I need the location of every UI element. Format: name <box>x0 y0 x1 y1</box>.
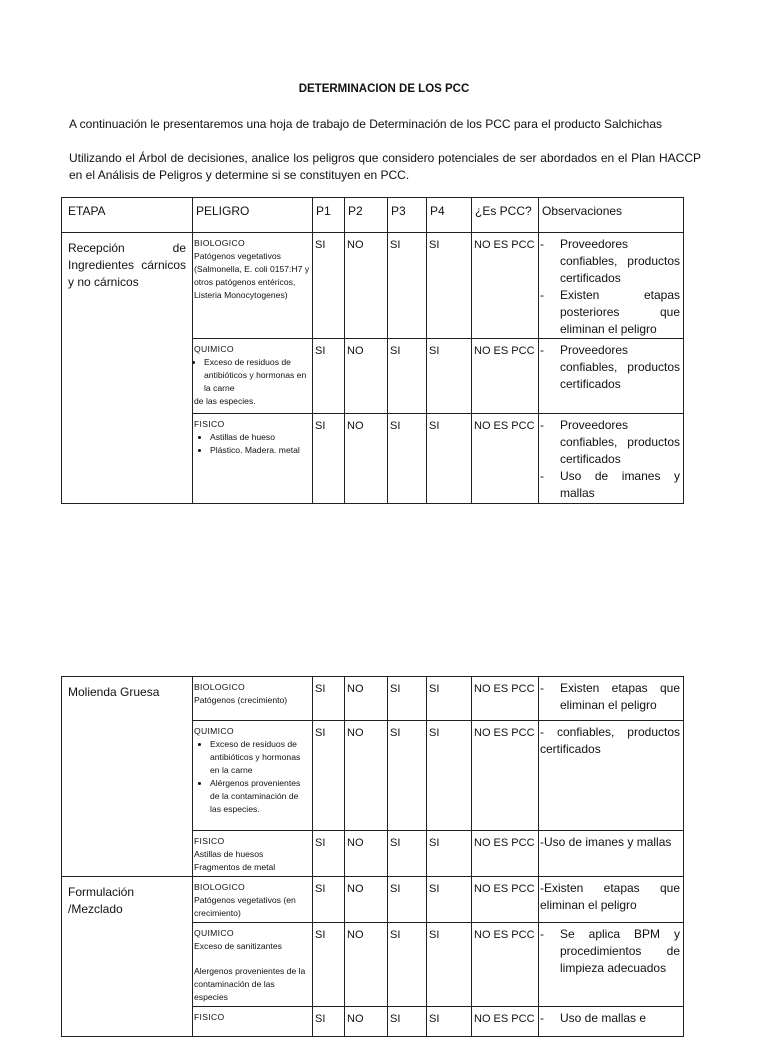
observation-item: Existen etapas posteriores que eliminan el peligro <box>560 288 680 336</box>
observaciones-cell: - confiables, productos certificados <box>539 721 684 831</box>
hazard-type-label: BIOLOGICO <box>194 682 245 692</box>
observation-item: Proveedores confiables, productos certificados <box>560 237 680 285</box>
hazard-type-label: QUIMICO <box>194 344 234 354</box>
p2-cell: NO <box>345 233 388 339</box>
p3-cell: SI <box>388 414 427 504</box>
p4-cell: SI <box>427 923 472 1007</box>
peligro-cell <box>193 1007 313 1037</box>
es-pcc-cell: NO ES PCC <box>472 339 539 414</box>
etapa-cell: Formulación /Mezclado <box>62 877 193 1037</box>
p3-cell: SI <box>388 1007 427 1037</box>
p1-cell: SI <box>313 721 345 831</box>
hazard-description: Patógenos vegetativos (Salmonella, E. coli 0157:H7 y otros patógenos entéricos, Listeria Monocytogenes) <box>194 251 310 300</box>
p4-cell: SI <box>427 414 472 504</box>
header-p2: P2 <box>345 198 388 233</box>
header-p1: P1 <box>313 198 345 233</box>
p3-cell: SI <box>388 877 427 923</box>
p2-cell: NO <box>345 721 388 831</box>
header-p4: P4 <box>427 198 472 233</box>
p3-cell: SI <box>388 339 427 414</box>
p4-cell: SI <box>427 677 472 721</box>
hazard-type-label: FISICO <box>194 836 225 846</box>
p3-cell: SI <box>388 677 427 721</box>
hazard-bullet: • Astillas de hueso <box>210 431 311 444</box>
p1-cell: SI <box>313 339 345 414</box>
peligro-cell <box>193 923 313 1007</box>
p2-cell: NO <box>345 414 388 504</box>
observation-item: Se aplica BPM y procedimientos de limpieza adecuados <box>560 927 680 975</box>
observation-item: Proveedores confiables, productos certificados <box>560 418 680 466</box>
intro-paragraph: A continuación le presentaremos una hoja de trabajo de Determinación de los PCC para el producto Salchichas <box>69 117 663 131</box>
hazard-type-label: BIOLOGICO <box>194 882 245 892</box>
hazard-type-label: BIOLOGICO <box>194 238 245 248</box>
p4-cell: SI <box>427 233 472 339</box>
hazard-description: Patógenos vegetativos (en crecimiento) <box>194 895 296 918</box>
header-p3: P3 <box>388 198 427 233</box>
hazard-description: de las especies. <box>194 396 256 406</box>
hazard-description: Fragmentos de metal <box>194 862 276 872</box>
es-pcc-cell: NO ES PCC <box>472 831 539 877</box>
hazard-type-label: QUIMICO <box>194 928 234 938</box>
p2-cell: NO <box>345 831 388 877</box>
table-row <box>62 877 684 923</box>
p2-cell: NO <box>345 923 388 1007</box>
peligro-cell <box>193 877 313 923</box>
instructions-paragraph: Utilizando el Árbol de decisiones, analice los peligros que considero potenciales de ser abordados en el Plan HACCP en el Análisis de Peligros y determine si se constituyen en PCC. <box>69 151 701 182</box>
p3-cell: SI <box>388 923 427 1007</box>
hazard-bullet: • Exceso de residuos de antibióticos y hormonas en la carne <box>204 356 311 395</box>
p2-cell: NO <box>345 1007 388 1037</box>
observaciones-cell: - Se aplica BPM y procedimientos de limpieza adecuados <box>539 923 684 1007</box>
es-pcc-cell: NO ES PCC <box>472 721 539 831</box>
peligro-cell <box>193 414 313 504</box>
p4-cell: SI <box>427 831 472 877</box>
p1-cell: SI <box>313 1007 345 1037</box>
observaciones-cell: -Existen etapas que eliminan el peligro <box>539 877 684 923</box>
pcc-table-2 <box>61 676 684 1037</box>
etapa-cell: Recepción de Ingredientes cárnicos y no cárnicos <box>62 233 193 504</box>
hazard-bullet: • Plástico. Madera. metal <box>210 444 311 457</box>
observaciones-cell: - Proveedores confiables, productos certificados - Existen etapas posteriores que eliminan el peligro <box>539 233 684 339</box>
es-pcc-cell: NO ES PCC <box>472 923 539 1007</box>
table-row <box>62 677 684 721</box>
p1-cell: SI <box>313 877 345 923</box>
p2-cell: NO <box>345 677 388 721</box>
observaciones-cell: -Uso de imanes y mallas <box>539 831 684 877</box>
es-pcc-cell: NO ES PCC <box>472 877 539 923</box>
es-pcc-cell: NO ES PCC <box>472 233 539 339</box>
observation-item: Existen etapas que eliminan el peligro <box>560 681 680 712</box>
peligro-cell <box>193 339 313 414</box>
es-pcc-cell: NO ES PCC <box>472 414 539 504</box>
p4-cell: SI <box>427 877 472 923</box>
p1-cell: SI <box>313 677 345 721</box>
p1-cell: SI <box>313 414 345 504</box>
table-header-row <box>62 198 684 233</box>
p1-cell: SI <box>313 831 345 877</box>
hazard-description: Astillas de huesos <box>194 849 264 859</box>
table-row <box>62 233 684 339</box>
p3-cell: SI <box>388 831 427 877</box>
p1-cell: SI <box>313 923 345 1007</box>
observation-item: Uso de imanes y mallas <box>560 469 680 500</box>
p4-cell: SI <box>427 721 472 831</box>
hazard-bullet: • Alérgenos provenientes de la contaminación de las especies. <box>210 777 311 816</box>
peligro-cell <box>193 233 313 339</box>
hazard-description: Alergenos provenientes de la contaminación de las especies <box>194 966 306 1002</box>
es-pcc-cell: NO ES PCC <box>472 677 539 721</box>
es-pcc-cell: NO ES PCC <box>472 1007 539 1037</box>
hazard-type-label: QUIMICO <box>194 726 234 736</box>
p4-cell: SI <box>427 339 472 414</box>
hazard-type-label: FISICO <box>194 1012 225 1022</box>
hazard-bullet: • Exceso de residuos de antibióticos y hormonas en la carne <box>210 738 311 777</box>
p1-cell: SI <box>313 233 345 339</box>
pcc-table-1 <box>61 197 684 504</box>
peligro-cell <box>193 677 313 721</box>
peligro-cell <box>193 721 313 831</box>
p3-cell: SI <box>388 233 427 339</box>
p4-cell: SI <box>427 1007 472 1037</box>
hazard-type-label: FISICO <box>194 419 225 429</box>
header-observaciones: Observaciones <box>539 198 684 233</box>
etapa-cell: Molienda Gruesa <box>62 677 193 877</box>
header-peligro: PELIGRO <box>193 198 313 233</box>
observaciones-cell: - Proveedores confiables, productos certificados <box>539 339 684 414</box>
peligro-cell <box>193 831 313 877</box>
hazard-description: Patógenos (crecimiento) <box>194 695 288 705</box>
p3-cell: SI <box>388 721 427 831</box>
p2-cell: NO <box>345 877 388 923</box>
observation-item: Uso de mallas e <box>560 1011 647 1025</box>
observaciones-cell: - Existen etapas que eliminan el peligro <box>539 677 684 721</box>
hazard-description: Exceso de sanitizantes <box>194 941 282 951</box>
header-etapa: ETAPA <box>62 198 193 233</box>
observation-item: Proveedores confiables, productos certificados <box>560 343 680 391</box>
observaciones-cell: - Proveedores confiables, productos certificados - Uso de imanes y mallas <box>539 414 684 504</box>
document-title: DETERMINACION DE LOS PCC <box>298 83 470 95</box>
header-es-pcc: ¿Es PCC? <box>472 198 539 233</box>
observaciones-cell: - Uso de mallas e <box>539 1007 684 1037</box>
p2-cell: NO <box>345 339 388 414</box>
